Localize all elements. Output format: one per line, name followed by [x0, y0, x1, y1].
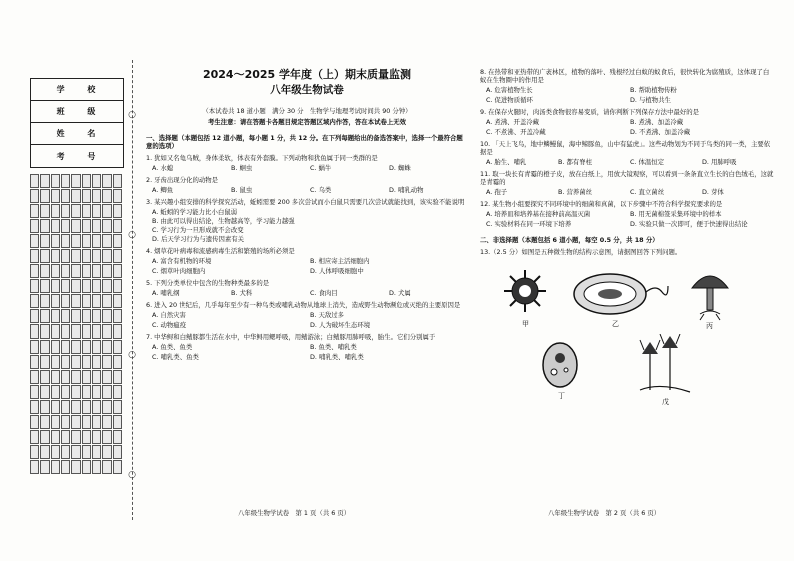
- grid-cell: [51, 370, 60, 384]
- grid-cell: [71, 340, 80, 354]
- grid-cell: [92, 385, 101, 399]
- grid-cell: [82, 460, 91, 474]
- grid-cell: [92, 294, 101, 308]
- figure-label-ding: 丁: [558, 392, 565, 400]
- grid-cell: [102, 430, 111, 444]
- grid-cell: [61, 415, 70, 429]
- grid-cell: [82, 264, 91, 278]
- grid-cell: [30, 309, 39, 323]
- grid-cell: [113, 445, 122, 459]
- option: D. 芽体: [702, 188, 724, 196]
- option: D. 蜘蛛: [389, 163, 411, 172]
- question-13-stem: 13.（2.5 分）如图是五种微生物的结构示意图，请据图回答下列问题。: [480, 248, 682, 256]
- exam-meta: （本试卷共 18 道小题 满分 30 分 生物学与地理考试时间共 90 分钟）: [202, 106, 412, 115]
- grid-cell: [82, 279, 91, 293]
- option: D. 实验只做一次即可，便于快速得出结论: [630, 220, 748, 228]
- grid-cell: [61, 219, 70, 233]
- student-info-table: [30, 78, 124, 168]
- option: C. 烟草叶肉细胞内: [152, 266, 206, 275]
- grid-cell: [61, 400, 70, 414]
- grid-cell: [30, 355, 39, 369]
- grid-cell: [30, 219, 39, 233]
- grid-cell: [30, 445, 39, 459]
- option: A. 危害植物生长: [486, 86, 533, 94]
- option: D. 人体呼吸细胞中: [310, 266, 364, 275]
- option: B. 煮沸、加盖冷藏: [630, 118, 684, 126]
- grid-cell: [92, 324, 101, 338]
- question-stem: 1. 犹如又名龟乌贼，身体柔软，体表有外套膜。下列动物和犹鱼属于同一类群的是: [146, 153, 378, 162]
- grid-cell: [71, 189, 80, 203]
- option: C. 食肉目: [310, 288, 338, 297]
- grid-cell: [102, 415, 111, 429]
- grid-cell: [92, 445, 101, 459]
- grid-cell: [82, 385, 91, 399]
- grid-cell: [40, 234, 49, 248]
- grid-cell: [40, 309, 49, 323]
- info-class: 班 级: [31, 101, 123, 123]
- grid-cell: [113, 340, 122, 354]
- grid-cell: [30, 385, 39, 399]
- grid-cell: [82, 415, 91, 429]
- grid-cell: [40, 324, 49, 338]
- grid-cell: [113, 355, 122, 369]
- grid-cell: [30, 279, 39, 293]
- grid-cell: [92, 400, 101, 414]
- option: D. 后天学习行为与遗传因素有关: [152, 234, 245, 243]
- grid-cell: [51, 249, 60, 263]
- question-stem: 2. 牙齿出现分化的动物是: [146, 175, 219, 184]
- grid-cell: [71, 355, 80, 369]
- grid-cell: [30, 204, 39, 218]
- grid-cell: [71, 264, 80, 278]
- grid-cell: [61, 189, 70, 203]
- grid-cell: [61, 294, 70, 308]
- question-5: [146, 279, 468, 297]
- grid-cell: [113, 234, 122, 248]
- grid-cell: [82, 294, 91, 308]
- grid-cell: [51, 279, 60, 293]
- seal-circle-icon: ○: [128, 230, 136, 240]
- grid-cell: [51, 234, 60, 248]
- exam-number-grid: [30, 174, 122, 474]
- seal-circle-icon: ○: [128, 350, 136, 360]
- option: B. 鼠虫: [231, 185, 253, 194]
- option: C. 促进物质循环: [486, 96, 533, 104]
- grid-cell: [82, 234, 91, 248]
- grid-cell: [102, 249, 111, 263]
- question-4: [146, 247, 468, 275]
- exam-title: 2024～2025 学年度（上）期末质量监测: [202, 68, 412, 81]
- grid-cell: [30, 340, 39, 354]
- grid-cell: [102, 234, 111, 248]
- option: D. 与植物共生: [630, 96, 671, 104]
- option: B. 帮助植物传粉: [630, 86, 677, 94]
- question-stem: 4. 烟草花叶病毒和流感病毒生活和繁殖的场所必须是: [146, 246, 295, 255]
- grid-cell: [61, 340, 70, 354]
- footer-page2: 八年级生物学试卷 第 2 页（共 6 页）: [548, 509, 661, 517]
- grid-cell: [102, 264, 111, 278]
- grid-cell: [40, 355, 49, 369]
- grid-cell: [113, 309, 122, 323]
- option: D. 哺乳动物: [389, 185, 424, 194]
- footer-page1: 八年级生物学试卷 第 1 页（共 6 页）: [238, 509, 351, 517]
- question-stem: 6. 进入 20 世纪后，几乎每年至少有一种鸟类或哺乳动物从地球上消失，造成野生动物濒危或灭绝的主要原因是: [146, 300, 461, 309]
- grid-cell: [113, 249, 122, 263]
- grid-cell: [92, 460, 101, 474]
- option: B. 相应寄主活细胞内: [310, 256, 370, 265]
- grid-cell: [71, 430, 80, 444]
- seal-line: [132, 60, 133, 520]
- option: B. 天敌过多: [310, 310, 345, 319]
- grid-cell: [71, 445, 80, 459]
- right-column: [480, 64, 774, 412]
- grid-cell: [102, 445, 111, 459]
- grid-cell: [71, 370, 80, 384]
- grid-cell: [30, 400, 39, 414]
- option: A. 水螅: [152, 163, 174, 172]
- option: C. 蜗牛: [310, 163, 332, 172]
- option: D. 哺乳类、哺乳类: [310, 352, 364, 361]
- option: A. 孢子: [486, 188, 508, 196]
- virus-figure: [500, 266, 550, 316]
- figure-label-jia: 甲: [522, 320, 529, 328]
- option: A. 富含有机物的环境: [152, 256, 212, 265]
- grid-cell: [40, 340, 49, 354]
- grid-cell: [40, 400, 49, 414]
- grid-cell: [51, 385, 60, 399]
- grid-cell: [82, 204, 91, 218]
- question-7: [146, 333, 468, 361]
- grid-cell: [113, 174, 122, 188]
- option: C. 哺乳类、鱼类: [152, 352, 199, 361]
- question-3: [146, 198, 468, 243]
- grid-cell: [40, 430, 49, 444]
- grid-cell: [61, 204, 70, 218]
- grid-cell: [51, 189, 60, 203]
- option: B. 用无菌棉签采集环境中的样本: [630, 210, 722, 218]
- grid-cell: [102, 309, 111, 323]
- grid-cell: [82, 249, 91, 263]
- grid-cell: [92, 234, 101, 248]
- question-8: [480, 68, 774, 104]
- grid-cell: [102, 370, 111, 384]
- grid-cell: [30, 294, 39, 308]
- figure-label-yi: 乙: [612, 320, 619, 328]
- option: B. 鱼类、哺乳类: [310, 342, 357, 351]
- grid-cell: [82, 340, 91, 354]
- section2-heading: 二、非选择题（本题包括 6 道小题，每空 0.5 分，共 18 分）: [480, 236, 659, 244]
- option: C. 乌类: [310, 185, 332, 194]
- grid-cell: [30, 249, 39, 263]
- grid-cell: [92, 340, 101, 354]
- option: A. 蚯蚓的学习能力比小白鼠弱: [152, 207, 238, 216]
- grid-cell: [51, 445, 60, 459]
- seal-circle-icon: ○: [128, 110, 136, 120]
- grid-cell: [102, 219, 111, 233]
- option: C. 直立菌丝: [630, 188, 665, 196]
- grid-cell: [92, 355, 101, 369]
- grid-cell: [61, 430, 70, 444]
- yeast-figure: [540, 340, 580, 390]
- grid-cell: [82, 174, 91, 188]
- grid-cell: [92, 370, 101, 384]
- grid-cell: [51, 294, 60, 308]
- grid-cell: [61, 309, 70, 323]
- question-2: [146, 176, 468, 194]
- grid-cell: [61, 355, 70, 369]
- grid-cell: [30, 415, 39, 429]
- grid-cell: [113, 460, 122, 474]
- grid-cell: [71, 204, 80, 218]
- grid-cell: [40, 385, 49, 399]
- question-stem: 12. 某生物小组要探究不同环境中的细菌和真菌，以下步骤中不符合科学探究要求的是: [480, 200, 723, 208]
- question-stem: 8. 在热带和亚热带的广袤林区，植物的落叶、残根经过白蚁的蚁食后，很快转化为腐殖质，这体现了白蚁在生物圈中的作用是: [480, 68, 770, 84]
- figure-label-bing: 丙: [706, 322, 713, 330]
- grid-cell: [102, 355, 111, 369]
- grid-cell: [51, 309, 60, 323]
- option: B. 营养菌丝: [558, 188, 593, 196]
- option: C. 学习行为一旦形成就不会改变: [152, 225, 244, 234]
- grid-cell: [92, 189, 101, 203]
- grid-cell: [113, 370, 122, 384]
- grid-cell: [30, 234, 39, 248]
- grid-cell: [51, 430, 60, 444]
- question-1: [146, 154, 468, 172]
- grid-cell: [92, 219, 101, 233]
- grid-cell: [30, 174, 39, 188]
- grid-cell: [82, 370, 91, 384]
- question-stem: 10. 「天上飞鸟，地中鳞鳗鼠，海中鲸豚鱼，山中有猛虎」。这些动物划为不同于鸟类的同一类，主要依据是: [480, 140, 771, 156]
- grid-cell: [113, 204, 122, 218]
- grid-cell: [40, 415, 49, 429]
- grid-cell: [102, 324, 111, 338]
- option: C. 不煮沸、开盖冷藏: [486, 128, 546, 136]
- grid-cell: [92, 309, 101, 323]
- grid-cell: [40, 204, 49, 218]
- grid-cell: [71, 460, 80, 474]
- grid-cell: [71, 249, 80, 263]
- grid-cell: [61, 324, 70, 338]
- left-column: [146, 64, 468, 363]
- question-stem: 7. 中华鲟和白鳍豚都生活在水中，中华鲟用鳃呼吸，用鳍游泳；白鳍豚用肺呼吸，胎生。它们分别属于: [146, 332, 436, 341]
- student-info-sidebar: [30, 78, 122, 474]
- mushroom-figure: [688, 264, 732, 322]
- grid-cell: [82, 355, 91, 369]
- grid-cell: [82, 189, 91, 203]
- grid-cell: [51, 219, 60, 233]
- grid-cell: [92, 204, 101, 218]
- grid-cell: [40, 294, 49, 308]
- grid-cell: [82, 324, 91, 338]
- grid-cell: [113, 264, 122, 278]
- figure-label-wu: 戊: [662, 398, 669, 406]
- question-stem: 9. 在保存火腿时，肉汤类食物很容易变质，请你判断下列保存方法中最好的是: [480, 108, 700, 116]
- grid-cell: [71, 234, 80, 248]
- grid-cell: [40, 460, 49, 474]
- grid-cell: [51, 204, 60, 218]
- grid-cell: [61, 234, 70, 248]
- grid-cell: [40, 264, 49, 278]
- grid-cell: [71, 219, 80, 233]
- info-exam-number: 考 号: [56, 151, 106, 161]
- grid-cell: [61, 460, 70, 474]
- seal-circle-icon: ○: [128, 470, 136, 480]
- grid-cell: [71, 174, 80, 188]
- grid-cell: [82, 430, 91, 444]
- grid-cell: [113, 385, 122, 399]
- grid-cell: [102, 294, 111, 308]
- grid-cell: [61, 279, 70, 293]
- grid-cell: [40, 189, 49, 203]
- grid-cell: [61, 370, 70, 384]
- grid-cell: [61, 174, 70, 188]
- section1-heading: 一、选择题（本题包括 12 道小题，每小题 1 分，共 12 分。在下列每题给出的备选答案中，选择一个最符合题意的选项）: [146, 133, 463, 150]
- grid-cell: [92, 430, 101, 444]
- grid-cell: [113, 189, 122, 203]
- question-stem: 5. 下列分类单位中包含的生物种类最多的是: [146, 278, 270, 287]
- option: B. 由此可以得出结论，生物越高等，学习能力越强: [152, 216, 295, 225]
- grid-cell: [51, 264, 60, 278]
- grid-cell: [51, 324, 60, 338]
- option: D. 人为破坏生态环境: [310, 320, 371, 329]
- option: A. 自然灾害: [152, 310, 186, 319]
- option: A. 鱼类、鱼类: [152, 342, 193, 351]
- grid-cell: [30, 189, 39, 203]
- grid-cell: [82, 309, 91, 323]
- question-11: [480, 170, 774, 196]
- grid-cell: [102, 174, 111, 188]
- grid-cell: [71, 324, 80, 338]
- option: B. 犬科: [231, 288, 253, 297]
- grid-cell: [71, 309, 80, 323]
- grid-cell: [30, 370, 39, 384]
- question-stem: 11. 取一块长有青霉的橙子皮，放在白纸上，用放大镜观察，可以看到一条条直立生长的白色绒毛，这就是青霉的: [480, 170, 774, 186]
- grid-cell: [51, 400, 60, 414]
- grid-cell: [40, 174, 49, 188]
- grid-cell: [40, 249, 49, 263]
- grid-cell: [92, 415, 101, 429]
- option: A. 哺乳纲: [152, 288, 180, 297]
- grid-cell: [102, 189, 111, 203]
- info-name: 姓 名: [31, 123, 123, 145]
- grid-cell: [61, 249, 70, 263]
- grid-cell: [82, 445, 91, 459]
- grid-cell: [30, 430, 39, 444]
- grid-cell: [51, 355, 60, 369]
- grid-cell: [30, 460, 39, 474]
- grid-cell: [92, 279, 101, 293]
- grid-cell: [40, 219, 49, 233]
- question-6: [146, 301, 468, 329]
- option: C. 实验材料在同一环境下培养: [486, 220, 572, 228]
- grid-cell: [61, 445, 70, 459]
- option: D. 不煮沸、加盖冷藏: [630, 128, 691, 136]
- option: C. 动物瘟疫: [152, 320, 187, 329]
- grid-cell: [40, 279, 49, 293]
- option: C. 体温恒定: [630, 158, 665, 166]
- grid-cell: [113, 400, 122, 414]
- grid-cell: [51, 174, 60, 188]
- grid-cell: [102, 340, 111, 354]
- grid-cell: [92, 249, 101, 263]
- question-stem: 3. 某兴趣小组安排的科学探究活动，蚯蚓需要 200 多次尝试而小白鼠只需要几次尝试就能找到，该实验不能说明: [146, 197, 465, 206]
- grid-cell: [92, 174, 101, 188]
- grid-cell: [113, 279, 122, 293]
- option: A. 胎生、哺乳: [486, 158, 527, 166]
- option: A. 鲫鱼: [152, 185, 174, 194]
- grid-cell: [51, 340, 60, 354]
- grid-cell: [82, 219, 91, 233]
- grid-cell: [113, 415, 122, 429]
- option: B. 蛔虫: [231, 163, 253, 172]
- grid-cell: [113, 430, 122, 444]
- option: B. 都有脊柱: [558, 158, 593, 166]
- grid-cell: [71, 385, 80, 399]
- grid-cell: [92, 264, 101, 278]
- bacterium-figure: [570, 266, 670, 322]
- grid-cell: [71, 415, 80, 429]
- mold-figure: [630, 334, 700, 396]
- grid-cell: [102, 460, 111, 474]
- grid-cell: [102, 204, 111, 218]
- grid-cell: [113, 219, 122, 233]
- option: A. 培养皿和培养基在接种前高温灭菌: [486, 210, 591, 218]
- grid-cell: [71, 279, 80, 293]
- exam-notice: 考生注意：请在答题卡各题目规定答题区域内作答，答在本试卷上无效: [207, 117, 407, 126]
- grid-cell: [102, 279, 111, 293]
- grid-cell: [30, 264, 39, 278]
- question-12: [480, 200, 774, 228]
- info-school: 学 校: [31, 79, 123, 101]
- grid-cell: [102, 385, 111, 399]
- grid-cell: [71, 294, 80, 308]
- grid-cell: [51, 460, 60, 474]
- grid-cell: [82, 400, 91, 414]
- option: A. 煮沸、开盖冷藏: [486, 118, 540, 126]
- grid-cell: [51, 415, 60, 429]
- grid-cell: [61, 264, 70, 278]
- grid-cell: [40, 445, 49, 459]
- grid-cell: [40, 370, 49, 384]
- microorganism-figures: [480, 262, 774, 412]
- grid-cell: [102, 400, 111, 414]
- grid-cell: [113, 324, 122, 338]
- exam-subtitle: 八年级生物试卷: [270, 83, 344, 96]
- grid-cell: [61, 385, 70, 399]
- grid-cell: [30, 324, 39, 338]
- grid-cell: [113, 294, 122, 308]
- option: D. 犬属: [389, 288, 411, 297]
- question-9: [480, 108, 774, 136]
- grid-cell: [71, 400, 80, 414]
- option: D. 用肺呼吸: [702, 158, 737, 166]
- question-10: [480, 140, 774, 166]
